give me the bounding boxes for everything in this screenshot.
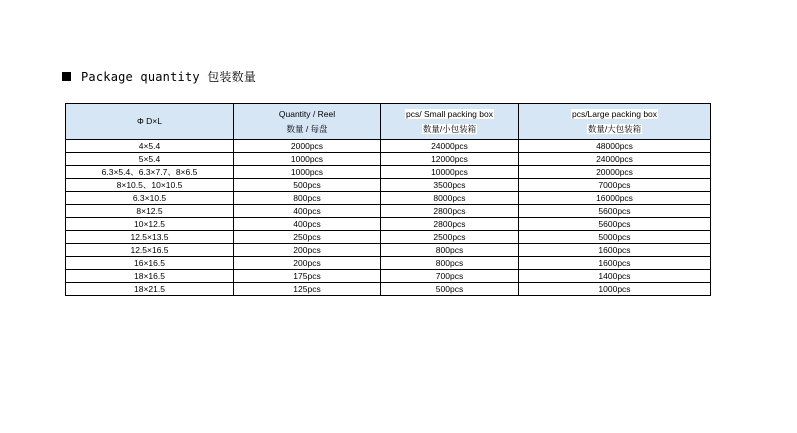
- cell-large-box: 48000pcs: [519, 140, 711, 153]
- cell-quantity-reel: 500pcs: [234, 179, 381, 192]
- cell-small-box: 700pcs: [381, 270, 519, 283]
- header-size: [66, 104, 234, 140]
- cell-size: 12.5×13.5: [66, 231, 234, 244]
- header-quantity-reel-cn: 数量 / 每盘: [286, 123, 328, 134]
- cell-large-box: 5000pcs: [519, 231, 711, 244]
- cell-quantity-reel: 125pcs: [234, 283, 381, 296]
- table-row: [66, 218, 711, 231]
- table-row: [66, 205, 711, 218]
- cell-quantity-reel: 2000pcs: [234, 140, 381, 153]
- table-row: [66, 179, 711, 192]
- table-row: [66, 244, 711, 257]
- cell-large-box: 20000pcs: [519, 166, 711, 179]
- cell-large-box: 1600pcs: [519, 257, 711, 270]
- table-row: [66, 140, 711, 153]
- black-square-icon: [62, 72, 71, 81]
- cell-size: 12.5×16.5: [66, 244, 234, 257]
- cell-size: 18×16.5: [66, 270, 234, 283]
- cell-large-box: 7000pcs: [519, 179, 711, 192]
- cell-quantity-reel: 400pcs: [234, 205, 381, 218]
- cell-small-box: 2800pcs: [381, 205, 519, 218]
- table-row: [66, 270, 711, 283]
- cell-quantity-reel: 400pcs: [234, 218, 381, 231]
- cell-size: 8×10.5、10×10.5: [66, 179, 234, 192]
- cell-size: 10×12.5: [66, 218, 234, 231]
- cell-size: 16×16.5: [66, 257, 234, 270]
- cell-quantity-reel: 175pcs: [234, 270, 381, 283]
- section-heading: [62, 66, 256, 86]
- cell-quantity-reel: 800pcs: [234, 192, 381, 205]
- header-quantity-reel: [234, 104, 381, 140]
- header-large-box-cn: 数量/大包装箱: [587, 123, 642, 134]
- cell-quantity-reel: 200pcs: [234, 257, 381, 270]
- cell-large-box: 1000pcs: [519, 283, 711, 296]
- cell-quantity-reel: 200pcs: [234, 244, 381, 257]
- header-small-box-cn: 数量/小包装箱: [422, 123, 477, 134]
- table-row: [66, 153, 711, 166]
- cell-size: 5×5.4: [66, 153, 234, 166]
- table-row: [66, 166, 711, 179]
- cell-size: 18×21.5: [66, 283, 234, 296]
- package-quantity-table: [65, 103, 711, 296]
- cell-small-box: 2800pcs: [381, 218, 519, 231]
- cell-large-box: 5600pcs: [519, 218, 711, 231]
- cell-large-box: 1600pcs: [519, 244, 711, 257]
- cell-small-box: 3500pcs: [381, 179, 519, 192]
- cell-size: 6.3×10.5: [66, 192, 234, 205]
- cell-small-box: 12000pcs: [381, 153, 519, 166]
- cell-small-box: 500pcs: [381, 283, 519, 296]
- header-large-box: [519, 104, 711, 140]
- cell-size: 6.3×5.4、6.3×7.7、8×6.5: [66, 166, 234, 179]
- cell-quantity-reel: 1000pcs: [234, 166, 381, 179]
- cell-large-box: 24000pcs: [519, 153, 711, 166]
- cell-quantity-reel: 250pcs: [234, 231, 381, 244]
- table-row: [66, 257, 711, 270]
- table-header-row: [66, 104, 711, 140]
- heading-title: Package quantity 包装数量: [81, 69, 257, 84]
- header-large-box-en: pcs/Large packing box: [571, 108, 658, 119]
- header-quantity-reel-en: Quantity / Reel: [278, 108, 336, 119]
- cell-size: 4×5.4: [66, 140, 234, 153]
- cell-small-box: 2500pcs: [381, 231, 519, 244]
- header-small-box: [381, 104, 519, 140]
- table-row: [66, 192, 711, 205]
- header-small-box-en: pcs/ Small packing box: [406, 108, 493, 119]
- cell-small-box: 24000pcs: [381, 140, 519, 153]
- cell-large-box: 1400pcs: [519, 270, 711, 283]
- cell-small-box: 10000pcs: [381, 166, 519, 179]
- header-size-label: Φ D×L: [137, 116, 162, 126]
- cell-large-box: 16000pcs: [519, 192, 711, 205]
- table-row: [66, 283, 711, 296]
- cell-small-box: 8000pcs: [381, 192, 519, 205]
- cell-small-box: 800pcs: [381, 257, 519, 270]
- cell-small-box: 800pcs: [381, 244, 519, 257]
- cell-quantity-reel: 1000pcs: [234, 153, 381, 166]
- cell-large-box: 5600pcs: [519, 205, 711, 218]
- table-row: [66, 231, 711, 244]
- cell-size: 8×12.5: [66, 205, 234, 218]
